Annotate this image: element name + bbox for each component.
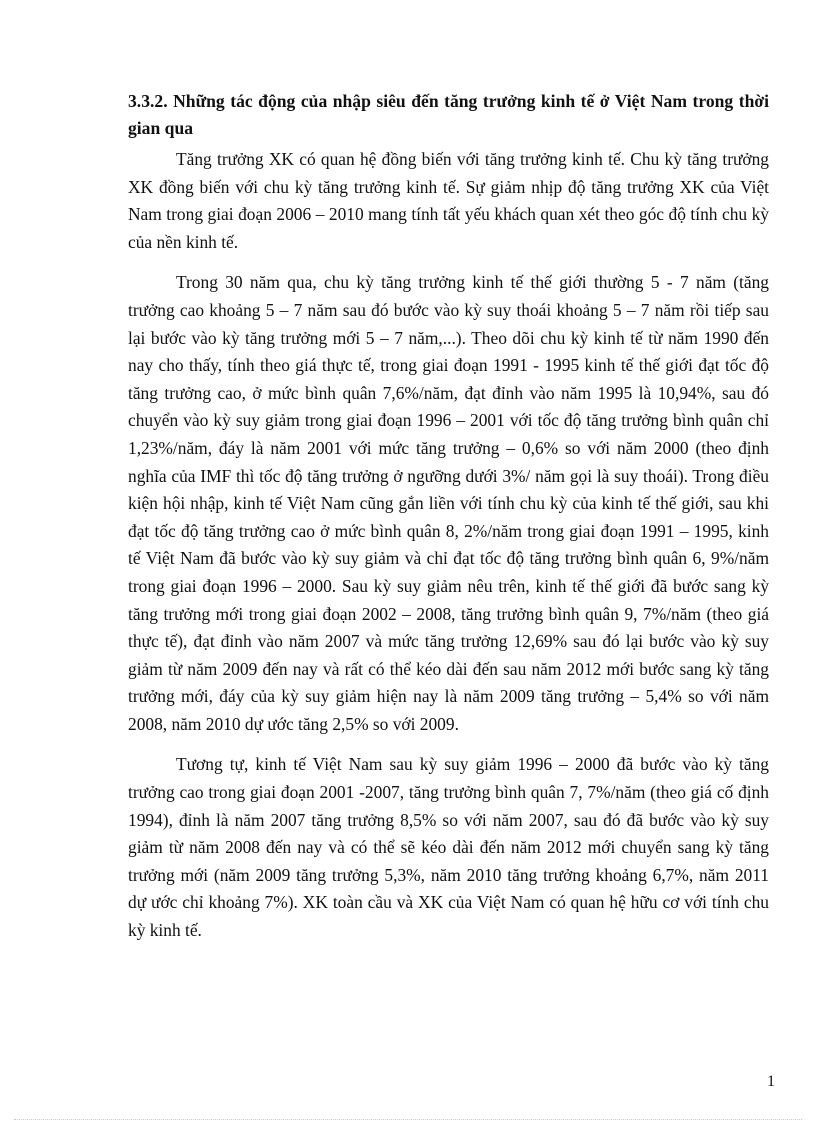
paragraph-2: Trong 30 năm qua, chu kỳ tăng trưởng kinh tế thế giới thường 5 - 7 năm (tăng trưởng cao khoảng 5 – 7 năm sau đó bước vào kỳ suy thoái khoảng 5 – 7 năm rồi tiếp sau lại bước vào kỳ tăng trưởng mới 5 – 7 năm,...). Theo dõi chu kỳ kinh tế từ năm 1990 đến nay cho thấy, tính theo giá thực tế, trong giai đoạn 1991 - 1995 kinh tế thế giới đạt tốc độ tăng trưởng cao, ở mức bình quân 7,6%/năm, đạt đỉnh vào năm 1995 là 10,94%, sau đó chuyển vào kỳ suy giảm trong giai đoạn 1996 – 2001 với tốc độ tăng trưởng bình quân chỉ 1,23%/năm, đáy là năm 2001 với mức tăng trưởng – 0,6% so với năm 2000 (theo định nghĩa của IMF thì tốc độ tăng trưởng ở ngưỡng dưới 3%/ năm gọi là suy thoái). Trong điều kiện hội nhập, kinh tế Việt Nam cũng gắn liền với tính chu kỳ của kinh tế thế giới, sau khi đạt tốc độ tăng trưởng cao ở mức bình quân 8, 2%/năm trong giai đoạn 1991 – 1995, kinh tế Việt Nam đã bước vào kỳ suy giảm và chỉ đạt tốc độ tăng trưởng bình quân 6, 9%/năm trong giai đoạn 1996 – 2000. Sau kỳ suy giảm nêu trên, kinh tế thế giới đã bước sang kỳ tăng trưởng mới trong giai đoạn 2002 – 2008, tăng trưởng bình quân 9, 7%/năm (theo giá thực tế), đạt đỉnh vào năm 2007 và mức tăng trưởng 12,69% sau đó lại bước vào kỳ suy giảm từ năm 2009 đến nay và rất có thể kéo dài đến sau năm 2012 mới bước sang kỳ tăng trưởng mới, đáy của kỳ suy giảm hiện nay là năm 2009 tăng trưởng – 5,4% so với năm 2008, năm 2010 dự ước tăng 2,5% so với 2009.: [128, 272, 769, 734]
page-bottom-border: [14, 1119, 802, 1120]
paragraph-3: Tương tự, kinh tế Việt Nam sau kỳ suy giảm 1996 – 2000 đã bước vào kỳ tăng trưởng cao trong giai đoạn 2001 -2007, tăng trưởng bình quân 7, 7%/năm (theo giá cố định 1994), đỉnh là năm 2007 tăng trưởng 8,5% so với năm 2007, sau đó đã bước vào kỳ suy giảm từ năm 2008 đến nay và có thể sẽ kéo dài đến năm 2012 mới chuyển sang kỳ tăng trưởng mới (năm 2009 tăng trưởng 5,3%, năm 2010 tăng trưởng khoảng 6,7%, năm 2011 dự ước chỉ khoảng 7%). XK toàn cầu và XK của Việt Nam có quan hệ hữu cơ với tính chu kỳ kinh tế.: [128, 754, 769, 941]
page-number: 1: [767, 1073, 775, 1090]
paragraph-1: Tăng trưởng XK có quan hệ đồng biến với tăng trưởng kinh tế. Chu kỳ tăng trưởng XK đồng biến với chu kỳ tăng trưởng kinh tế. Sự giảm nhịp độ tăng trưởng XK của Việt Nam trong giai đoạn 2006 – 2010 mang tính tất yếu khách quan xét theo góc độ tính chu kỳ của nền kinh tế.: [128, 149, 769, 252]
document-body: [128, 88, 769, 958]
section-heading: 3.3.2. Những tác động của nhập siêu đến tăng trưởng kinh tế ở Việt Nam trong thời gian qua: [128, 91, 769, 138]
